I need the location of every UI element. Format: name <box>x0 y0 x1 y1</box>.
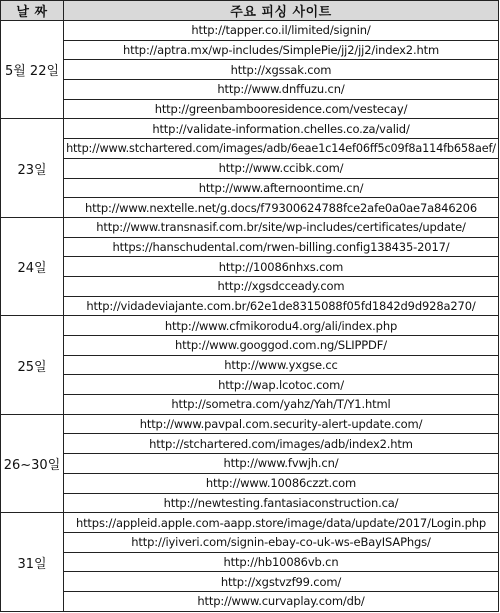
date-cell: 5월 22일 <box>1 21 64 119</box>
table-row <box>1 21 499 41</box>
table-row <box>1 139 499 159</box>
url-cell: http://xgstvzf99.com/ <box>64 572 499 592</box>
table-row <box>1 572 499 592</box>
url-cell: http://newtesting.fantasiaconstruction.ca/ <box>64 493 499 513</box>
url-cell: http://www.ccibk.com/ <box>64 158 499 178</box>
table-body <box>1 21 499 612</box>
header-sites: 주요 피싱 사이트 <box>64 1 499 21</box>
table-row <box>1 454 499 474</box>
url-cell: http://www.nextelle.net/g.docs/f79300624788fce2afe0a0ae7a846206 <box>64 198 499 218</box>
url-cell: http://stchartered.com/images/adb/index2.htm <box>64 434 499 454</box>
url-cell: http://www.googgod.com.ng/SLIPPDF/ <box>64 336 499 356</box>
url-cell: http://10086nhxs.com <box>64 257 499 277</box>
table-row <box>1 355 499 375</box>
table-row <box>1 178 499 198</box>
date-cell: 31일 <box>1 513 64 612</box>
url-cell: http://www.afternoontime.cn/ <box>64 178 499 198</box>
table-row <box>1 552 499 572</box>
url-cell: http://www.fvwjh.cn/ <box>64 454 499 474</box>
url-cell: http://www.yxgse.cc <box>64 355 499 375</box>
table-header <box>1 1 499 21</box>
url-cell: http://www.transnasif.com.br/site/wp-includes/certificates/update/ <box>64 217 499 237</box>
url-cell: http://validate-information.chelles.co.za/valid/ <box>64 119 499 139</box>
url-cell: http://hb10086vb.cn <box>64 552 499 572</box>
url-cell: http://sometra.com/yahz/Yah/T/Y1.html <box>64 395 499 415</box>
table-row <box>1 493 499 513</box>
date-cell: 23일 <box>1 119 64 217</box>
table-row <box>1 513 499 533</box>
url-cell: http://wap.lcotoc.com/ <box>64 375 499 395</box>
header-date: 날 짜 <box>1 1 64 21</box>
table-row <box>1 40 499 60</box>
url-cell: http://www.10086czzt.com <box>64 473 499 493</box>
url-cell: http://www.curvaplay.com/db/ <box>64 591 499 611</box>
date-cell: 25일 <box>1 316 64 414</box>
table-row <box>1 276 499 296</box>
table-row <box>1 158 499 178</box>
table-row <box>1 237 499 257</box>
table-row <box>1 316 499 336</box>
url-cell: http://iyiveri.com/signin-ebay-co-uk-ws-eBayISAPhgs/ <box>64 532 499 552</box>
url-cell: http://www.stchartered.com/images/adb/6eae1c14ef06ff5c09f8a114fb658aef/ <box>64 139 499 159</box>
date-cell: 26~30일 <box>1 414 64 512</box>
table-row <box>1 198 499 218</box>
table-row <box>1 80 499 100</box>
url-cell: http://xgsdcceady.com <box>64 276 499 296</box>
url-cell: http://greenbambooresidence.com/vestecay/ <box>64 99 499 119</box>
url-cell: http://aptra.mx/wp-includes/SimplePie/jj2/jj2/index2.htm <box>64 40 499 60</box>
table-row <box>1 336 499 356</box>
table-row <box>1 395 499 415</box>
url-cell: http://www.dnffuzu.cn/ <box>64 80 499 100</box>
url-cell: http://www.cfmikorodu4.org/ali/index.php <box>64 316 499 336</box>
url-cell: http://vidadeviajante.com.br/62e1de8315088f05fd1842d9d928a270/ <box>64 296 499 316</box>
table-row <box>1 375 499 395</box>
table-row <box>1 119 499 139</box>
table-row <box>1 532 499 552</box>
table-row <box>1 257 499 277</box>
url-cell: http://www.pavpal.com.security-alert-update.com/ <box>64 414 499 434</box>
table-row <box>1 414 499 434</box>
table-row <box>1 99 499 119</box>
url-cell: https://appleid.apple.com-aapp.store/image/data/update/2017/Login.php <box>64 513 499 533</box>
url-cell: http://tapper.co.il/limited/signin/ <box>64 21 499 41</box>
table-row <box>1 473 499 493</box>
date-cell: 24일 <box>1 217 64 315</box>
url-cell: http://xgssak.com <box>64 60 499 80</box>
table-row <box>1 60 499 80</box>
url-cell: https://hanschudental.com/rwen-billing.config138435-2017/ <box>64 237 499 257</box>
table-row <box>1 591 499 611</box>
table-row <box>1 296 499 316</box>
header-row <box>1 1 499 21</box>
table-row <box>1 434 499 454</box>
table-row <box>1 217 499 237</box>
